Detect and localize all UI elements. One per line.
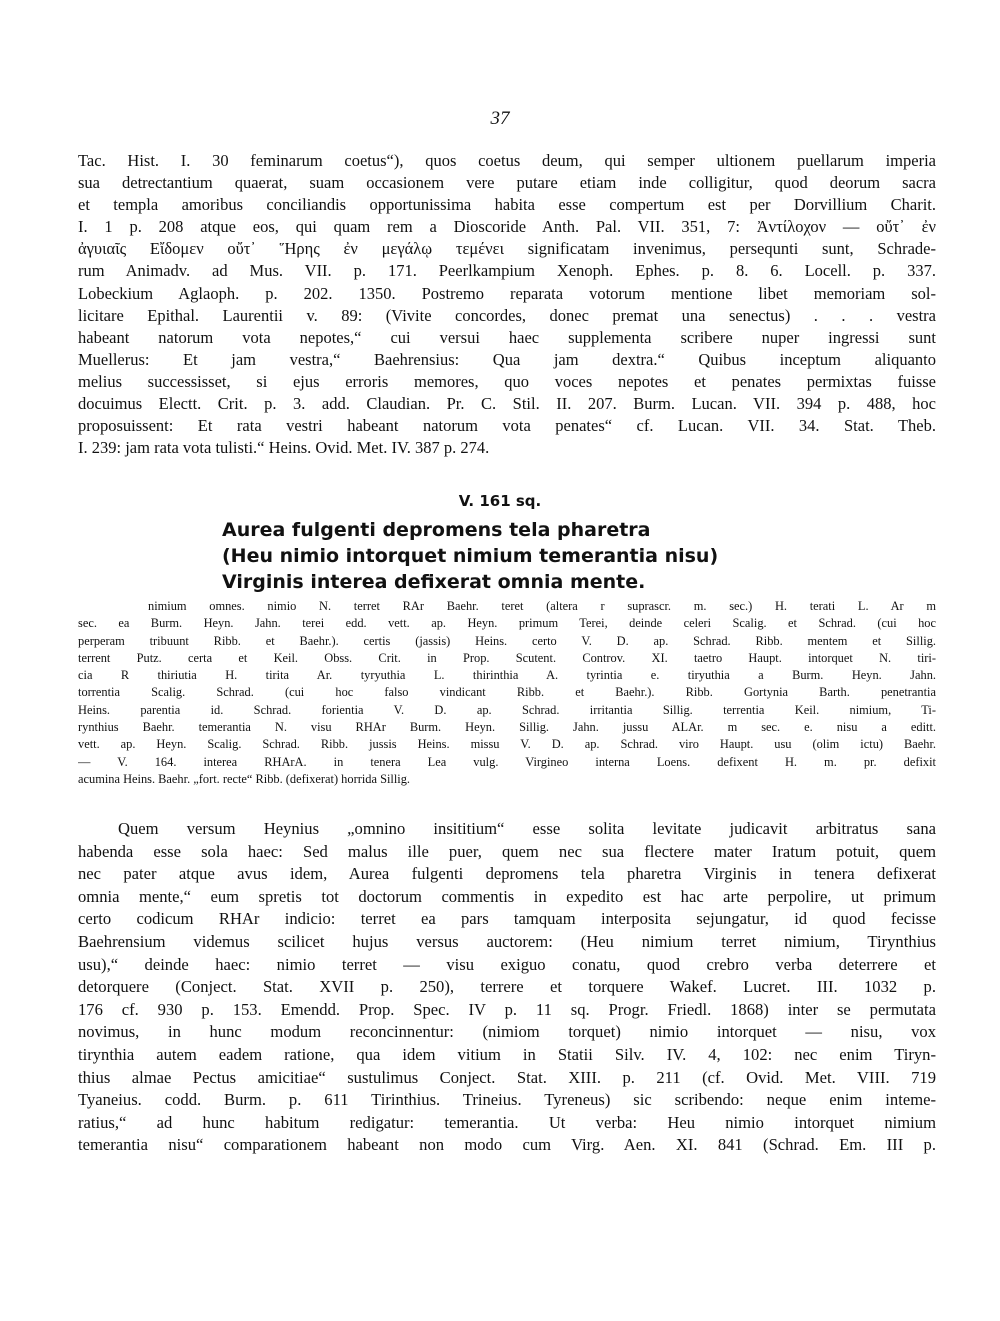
text-line: I. 239: jam rata vota tulisti.“ Heins. Ovid. Met. IV. 387 p. 274. (78, 438, 490, 458)
verse-line: Virginis interea defixerat omnia mente. (222, 571, 646, 593)
apparatus-line: perperam tribuunt Ribb. et Baehr.). certis (jassis) Heins. certo V. D. ap. Schrad. Ribb. mentem et Sillig. (78, 633, 936, 648)
text-line: ratius,“ ad hunc habitum redigatur: temerantia. Ut verba: Heu nimio intorquet nimium (78, 1112, 936, 1132)
critical-apparatus (78, 598, 936, 788)
verse-line: (Heu nimio intorquet nimium temerantia nisu) (222, 545, 719, 567)
text-line: licitare Epithal. Laurentii v. 89: (Vivite concordes, donec premat una senectus) . . . vestra (78, 305, 936, 325)
verse-heading: V. 161 sq. (458, 492, 542, 510)
apparatus-line: nimium omnes. nimio N. terret RAr Baehr. teret (altera r suprascr. m. sec.) H. terati L. Ar m (148, 599, 936, 613)
text-line: thius almae Pectus amicitiae“ sustulimus Conject. Stat. XIII. p. 211 (cf. Ovid. Met. VIII. 719 (78, 1067, 936, 1087)
text-line: detorquere (Conject. Stat. XVII p. 250), terrere et torquere Wakef. Lucret. III. 1032 p. (78, 977, 936, 997)
text-line: habeant natorum vota nepotes,“ cui versui haec supplementa scribere nuper ingressi sunt (78, 327, 936, 347)
paragraph-commentary-top (78, 150, 936, 459)
text-line: et templa amoribus conciliandis opportunissima habita esse compertum est per Dorvillium Charit. (78, 195, 936, 215)
text-line: certo codicum RHAr indicio: terret ea pars tamquam interposita sejungatur, id quod fecisse (78, 909, 936, 929)
page-number: 37 (490, 108, 510, 129)
text-line: Baehrensium videmus scilicet hujus versus auctorem: (Heu nimium terret nimium, Tirynthius (78, 931, 936, 951)
text-line: proposuissent: Et rata vestri habeant natorum vota penates“ cf. Lucan. VII. 34. Stat. Theb. (78, 416, 936, 436)
text-line: nec pater atque avus idem, Aurea fulgenti depromens tela pharetra Virginis in tenera defixerat (78, 864, 936, 884)
text-line: Lobeckium Aglaoph. p. 202. 1350. Postremo reparata votorum mentione libet memoriam sol- (78, 283, 936, 303)
text-line: sua detrectantium quaerat, suam occasionem vere putare etiam inde colligitur, quod deorum sacra (78, 173, 936, 193)
text-line: usu),“ deinde haec: nimio terret — visu exiguo conatu, quod crebro verba deterrere et (78, 954, 936, 974)
text-line: Quem versum Heynius „omnino insititium“ esse solita levitate judicavit arbitratus sana (118, 819, 936, 838)
text-line: omnia mente,“ eum spretis tot doctorum commentis in expedito est hac arte perpolire, ut primum (78, 886, 936, 906)
apparatus-line: cia R thiriutia H. tirita Ar. tyryuthia L. thirinthia A. tyrintia e. tiryuthia a Burm. Heyn. Jahn. (78, 668, 936, 683)
text-line: temerantia nisu“ comparationem habeant non modo cum Virg. Aen. XI. 841 (Schrad. Em. III p. (78, 1135, 936, 1155)
apparatus-line: rynthius Baehr. temerantia N. visu RHAr Burm. Heyn. Sillig. Jahn. jussu ALAr. m sec. e. nisu a editt. (78, 720, 936, 735)
verse-line: Aurea fulgenti depromens tela pharetra (222, 519, 651, 541)
text-line: tirynthia autem eadem ratione, qua idem vitium in Statii Silv. IV. 4, 102: nec enim Tiryn- (78, 1044, 936, 1064)
apparatus-line: — V. 164. interea RHArA. in tenera Lea vulg. Virgineo interna Loens. defixent H. m. pr. defixit (78, 754, 936, 769)
text-line: novimus, in hunc modum reconcinnentur: (nimiom torquet) nimio intorquet — nisu, vox (78, 1022, 936, 1042)
apparatus-line: vett. ap. Heyn. Scalig. Schrad. Ribb. jussis Heins. missu V. D. ap. Schrad. viro Haupt. usu (olim ictu) Baehr. (78, 737, 936, 752)
apparatus-line: Heins. parentia id. Schrad. forientia V. D. ap. Schrad. irritantia Sillig. terrentia Keil. nimium, Ti- (78, 702, 936, 717)
text-line: rum Animadv. ad Mus. VII. p. 171. Peerlkampium Xenoph. Ephes. p. 8. 6. Locell. p. 337. (78, 261, 936, 281)
text-line: docuimus Electt. Crit. p. 3. add. Claudian. Pr. C. Stil. II. 207. Burm. Lucan. VII. 394 p. 488, hoc (78, 394, 936, 414)
verse-quotation (222, 517, 942, 595)
apparatus-line: sec. ea Burm. Heyn. Jahn. terei edd. vett. ap. Heyn. primum Terei, deinde celeri Scalig. et Schrad. (cui hoc (78, 616, 936, 631)
apparatus-line: torrentia Scalig. Schrad. (cui hoc falso vindicant Ribb. et Baehr.). Ribb. Gortynia Barth. penetrantia (78, 685, 936, 700)
text-line: 176 cf. 930 p. 153. Emendd. Prop. Spec. IV p. 11 sq. Progr. Friedl. 1868) inter se permutata (78, 999, 936, 1019)
text-line: melius successisset, si ejus erroris memores, quo voces nepotes et penates permixtas fuisse (78, 371, 936, 391)
text-line: Muellerus: Et jam vestra,“ Baehrensius: Qua jam dextra.“ Quibus inceptum aliquanto (78, 349, 936, 369)
apparatus-line: terrent Putz. certa et Keil. Obss. Crit. in Prop. Scutent. Controv. XI. taetro Haupt. intorquet N. tiri- (78, 650, 936, 665)
apparatus-line: acumina Heins. Baehr. „fort. recte“ Ribb. (defixerat) horrida Sillig. (78, 771, 411, 786)
text-line: habenda esse sola haec: Sed malus ille puer, quem nec sua flectere mater Iratum potuit, quem (78, 841, 936, 861)
text-line: Tyaneius. codd. Burm. p. 611 Tirinthius. Trineius. Tyreneus) sic scribendo: neque enim inteme- (78, 1090, 936, 1110)
text-line: I. 1 p. 208 atque eos, qui quam rem a Dioscoride Anth. Pal. VII. 351, 7: Ἀντίλοχον — οὔτ᾽ ἐν (78, 217, 936, 237)
text-line: Tac. Hist. I. 30 feminarum coetus“), quos coetus deum, qui semper ultionem puellarum imperia (78, 151, 936, 170)
text-line: ἀγυιαῖς Εἴδομεν οὔτ᾽ Ἥρης ἐν μεγάλῳ τεμένει significatam invenimus, persequnti sunt, Schrade- (78, 239, 936, 259)
paragraph-commentary-bottom (78, 818, 936, 1157)
